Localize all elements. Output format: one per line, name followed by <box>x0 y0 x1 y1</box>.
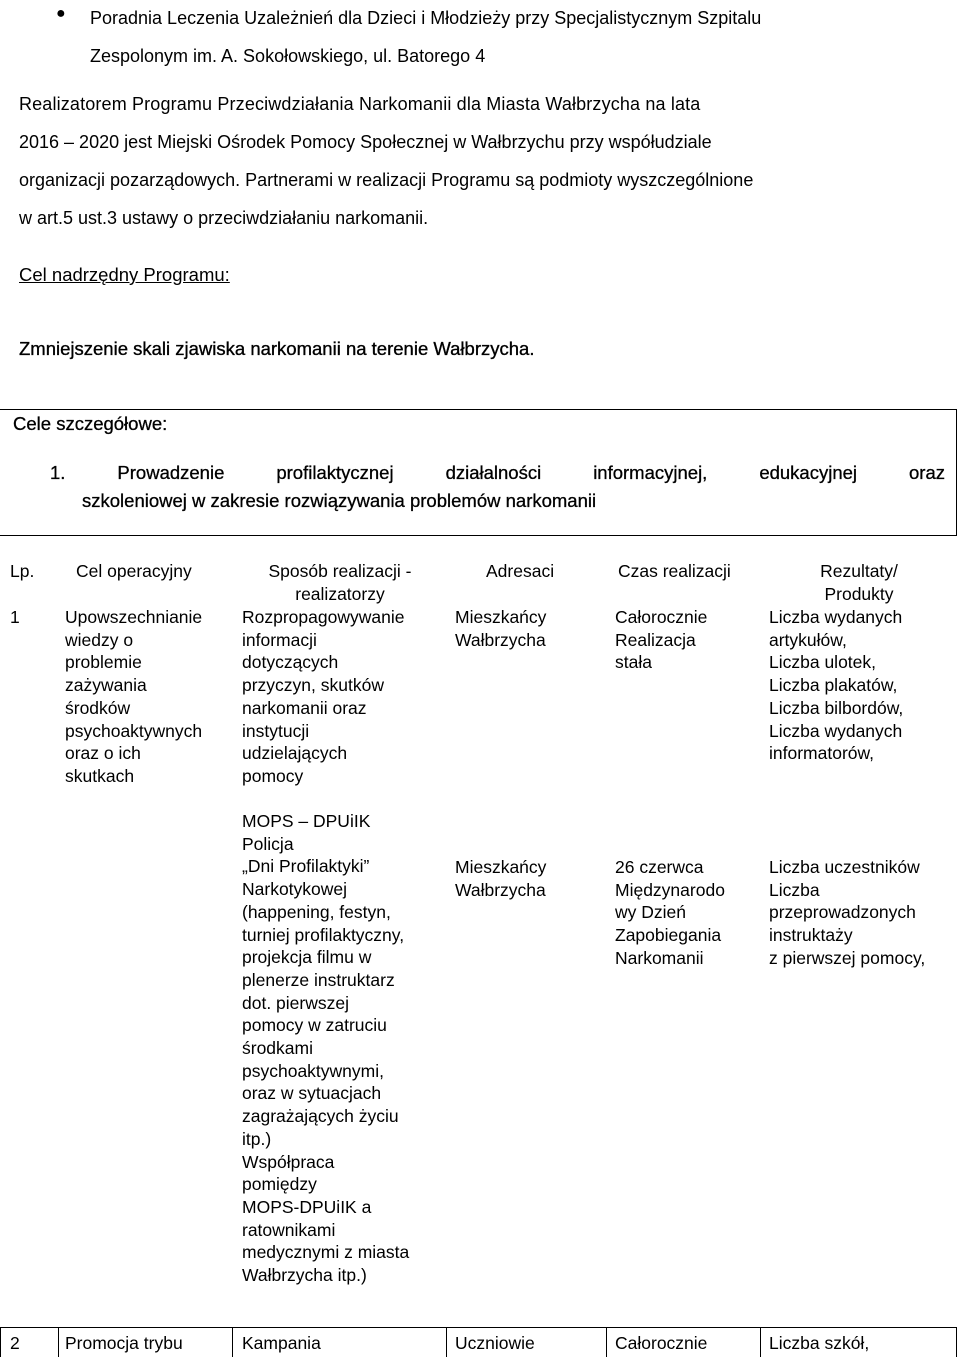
cell-line: 26 czerwca <box>615 857 704 877</box>
table-border <box>760 1327 761 1357</box>
cell-line: dot. pierwszej <box>242 992 349 1013</box>
cell-line: ratownikami <box>242 1219 336 1240</box>
cell-line: Liczba bilbordów, <box>769 697 904 718</box>
item-word: edukacyjnej <box>759 462 858 483</box>
table-border <box>232 1327 233 1357</box>
cell-line: skutkach <box>65 765 135 786</box>
cell-line: Wałbrzycha <box>455 629 546 650</box>
cell-line: pomocy w zatruciu <box>242 1015 387 1036</box>
header-sposob-line: Sposób realizacji - <box>268 561 412 581</box>
item-word: oraz <box>909 462 945 483</box>
cell-line: przyczyn, skutków <box>242 675 384 696</box>
bullet-line-1: Poradnia Leczenia Uzależnień dla Dzieci i Młodzieży przy Specjalistycznym Szpitalu <box>90 8 762 28</box>
bullet-item <box>90 0 761 75</box>
cell-line: wiedzy o <box>65 629 134 650</box>
row2-czas: Całorocznie <box>615 1333 708 1353</box>
specific-heading: Cele szczegółowe: <box>13 413 168 434</box>
cell-line: informacji <box>242 629 317 650</box>
cell-line: Mieszkańcy <box>455 857 547 877</box>
cell-line: itp.) <box>242 1128 272 1149</box>
row1b-sposob <box>242 810 409 1287</box>
para-line: Realizatorem Programu Przeciwdziałania Narkomanii dla Miasta Wałbrzycha na lata <box>19 94 701 114</box>
header-rezultaty <box>762 560 956 605</box>
cell-line: Liczba wydanych <box>769 720 903 741</box>
cell-line: Międzynarodo <box>615 879 725 900</box>
para-line: w art.5 ust.3 ustawy o przeciwdziałaniu narkomanii. <box>19 208 429 228</box>
cell-line: oraz o ich <box>65 743 141 764</box>
cell-line: psychoaktywnymi, <box>242 1060 384 1081</box>
table-border <box>956 1327 957 1357</box>
cell-line: Zapobiegania <box>615 925 722 946</box>
cell-line: psychoaktywnych <box>65 720 203 741</box>
cell-line: środkami <box>242 1038 313 1059</box>
goal-heading: Cel nadrzędny Programu: <box>19 264 230 285</box>
para-line: 2016 – 2020 jest Miejski Ośrodek Pomocy Społecznej w Wałbrzychu przy współudziale <box>19 132 712 152</box>
header-sposob-line: realizatorzy <box>295 583 385 604</box>
cell-line: środków <box>65 697 131 718</box>
cell-line: Policja <box>242 833 294 854</box>
cell-line: problemie <box>65 652 142 673</box>
cell-line: oraz w sytuacjach <box>242 1083 382 1104</box>
row2-sposob: Kampania <box>242 1333 321 1353</box>
cell-line: MOPS – DPUiIK <box>242 811 371 831</box>
item-number: 1. <box>50 462 66 483</box>
row2-rezultaty: Liczba szkół, <box>769 1333 870 1353</box>
cell-line: Narkotykowej <box>242 879 348 900</box>
table-border <box>0 1327 957 1328</box>
cell-line: Realizacja <box>615 629 696 650</box>
cell-line: Liczba ulotek, <box>769 652 877 673</box>
cell-line: instruktaży <box>769 925 853 946</box>
cell-line: Liczba uczestników <box>769 857 920 877</box>
cell-line: Liczba plakatów, <box>769 675 898 696</box>
cell-line: Narkomanii <box>615 947 704 968</box>
table-border <box>606 1327 607 1357</box>
table-border <box>0 1327 1 1357</box>
row2-cel: Promocja trybu <box>65 1333 183 1353</box>
cell-line: Liczba <box>769 879 820 900</box>
cell-line: MOPS-DPUiIK a <box>242 1196 372 1217</box>
cell-line: Upowszechnianie <box>65 607 203 627</box>
header-rezultaty-line: Produkty <box>824 583 894 604</box>
row1-sposob <box>242 606 404 788</box>
intro-paragraph <box>19 85 939 237</box>
cell-line: stała <box>615 652 652 673</box>
row1-adresaci <box>455 606 546 651</box>
bullet-line-2: Zespolonym im. A. Sokołowskiego, ul. Batorego 4 <box>90 46 486 66</box>
row2-adresaci: Uczniowie <box>455 1333 535 1353</box>
header-czas: Czas realizacji <box>618 561 731 581</box>
cell-line: Liczba wydanych <box>769 607 903 627</box>
cell-line: Wałbrzycha <box>455 879 546 900</box>
para-line: organizacji pozarządowych. Partnerami w realizacji Programu są podmioty wyszczególnione <box>19 170 754 190</box>
row2-lp: 2 <box>10 1333 20 1353</box>
row1b-adresaci <box>455 856 546 901</box>
header-adresaci: Adresaci <box>486 561 555 581</box>
cell-line: wy Dzień <box>615 902 686 923</box>
specific-item-line-2: szkoleniowej w zakresie rozwiązywania problemów narkomanii <box>82 490 597 511</box>
cell-line: „Dni Profilaktyki” <box>242 856 370 877</box>
header-lp: Lp. <box>10 561 35 581</box>
row1-lp: 1 <box>10 607 20 627</box>
item-word: profilaktycznej <box>276 462 394 483</box>
header-cel: Cel operacyjny <box>76 561 192 581</box>
row1-rezultaty <box>769 606 903 765</box>
goal-text: Zmniejszenie skali zjawiska narkomanii na terenie Wałbrzycha. <box>19 338 535 359</box>
cell-line: artykułów, <box>769 629 847 650</box>
table-border <box>58 1327 59 1357</box>
cell-line: zażywania <box>65 675 147 696</box>
cell-line: turniej profilaktyczny, <box>242 924 405 945</box>
cell-line: narkomanii oraz <box>242 697 367 718</box>
cell-line: Wałbrzycha itp.) <box>242 1265 367 1286</box>
row1b-czas <box>615 856 725 970</box>
cell-line: Całorocznie <box>615 607 708 627</box>
header-rezultaty-line: Rezultaty/ <box>820 561 898 581</box>
cell-line: dotyczących <box>242 652 339 673</box>
row1-cel <box>65 606 202 788</box>
cell-line: (happening, festyn, <box>242 901 391 922</box>
cell-line: Współpraca <box>242 1151 335 1172</box>
cell-line: medycznymi z miasta <box>242 1242 410 1263</box>
cell-line: zagrażających życiu <box>242 1106 399 1127</box>
cell-line: plenerze instruktarz <box>242 969 395 990</box>
cell-line: pomocy <box>242 765 304 786</box>
item-word: informacyjnej, <box>593 462 708 483</box>
bullet-icon: ● <box>56 5 66 22</box>
table-border <box>446 1327 447 1357</box>
row1-czas <box>615 606 707 674</box>
cell-line: instytucji <box>242 720 310 741</box>
item-word: działalności <box>445 462 542 483</box>
cell-line: informatorów, <box>769 743 875 764</box>
row1b-rezultaty <box>769 856 925 970</box>
item-word: Prowadzenie <box>117 462 225 483</box>
cell-line: z pierwszej pomocy, <box>769 947 926 968</box>
cell-line: Rozpropagowywanie <box>242 607 405 627</box>
cell-line: pomiędzy <box>242 1174 317 1195</box>
header-sposob <box>234 560 446 605</box>
cell-line: przeprowadzonych <box>769 902 916 923</box>
cell-line: projekcja filmu w <box>242 947 372 968</box>
cell-line: Mieszkańcy <box>455 607 547 627</box>
cell-line: udzielających <box>242 743 348 764</box>
